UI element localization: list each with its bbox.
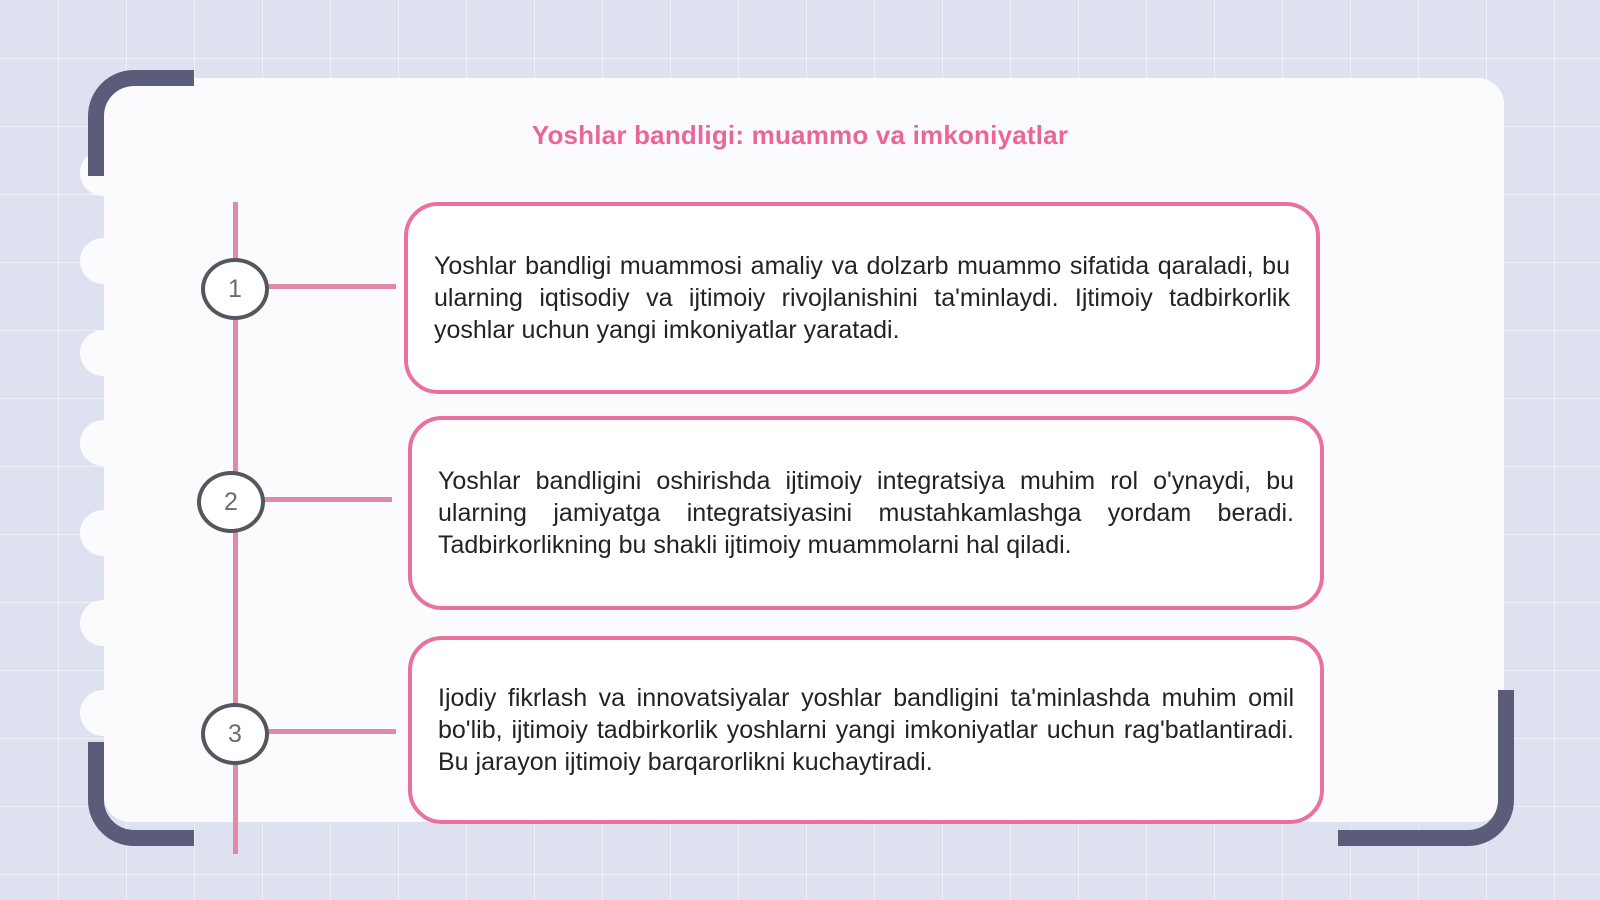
timeline-card-1 (404, 202, 1320, 394)
page-scallop (80, 420, 126, 466)
timeline-connector (266, 729, 396, 734)
slide-title: Yoshlar bandligi: muammo va imkoniyatlar (531, 120, 1069, 150)
card-text: Yoshlar bandligini oshirishda ijtimoiy integratsiya muhim rol o'ynaydi, bu ularning jamiyatga integratsiyasini mustahkamlashga yordam beradi. Tadbirkorlikning bu shakli ijtimoiy muammolarni hal qiladi. (438, 467, 1294, 559)
page-scallop (80, 238, 126, 284)
page-scallop (80, 690, 126, 736)
timeline-connector (262, 497, 392, 502)
corner-bracket-bottom-right (1338, 690, 1514, 846)
corner-bracket-bottom-left (88, 742, 194, 846)
page-scallop (80, 600, 126, 646)
timeline-card-2 (408, 416, 1324, 610)
timeline-card-3 (408, 636, 1324, 824)
page-scallop (80, 330, 126, 376)
step-number-2: 2 (197, 471, 265, 533)
step-number-1: 1 (201, 258, 269, 320)
timeline-connector (266, 284, 396, 289)
page-scallop (80, 510, 126, 556)
step-number-3: 3 (201, 703, 269, 765)
card-text: Yoshlar bandligi muammosi amaliy va dolzarb muammo sifatida qaraladi, bu ularning iqtisodiy va ijtimoiy rivojlanishini ta'minlaydi. Ijtimoiy tadbirkorlik yoshlar uchun yangi imkoniyatlar yaratadi. (434, 252, 1290, 344)
card-text: Ijodiy fikrlash va innovatsiyalar yoshlar bandligini ta'minlashda muhim omil bo'lib, ijtimoiy tadbirkorlik yoshlarni yangi imkoniyatlar uchun rag'batlantiradi. Bu jarayon ijtimoiy barqarorlikni kuchaytiradi. (438, 684, 1294, 776)
